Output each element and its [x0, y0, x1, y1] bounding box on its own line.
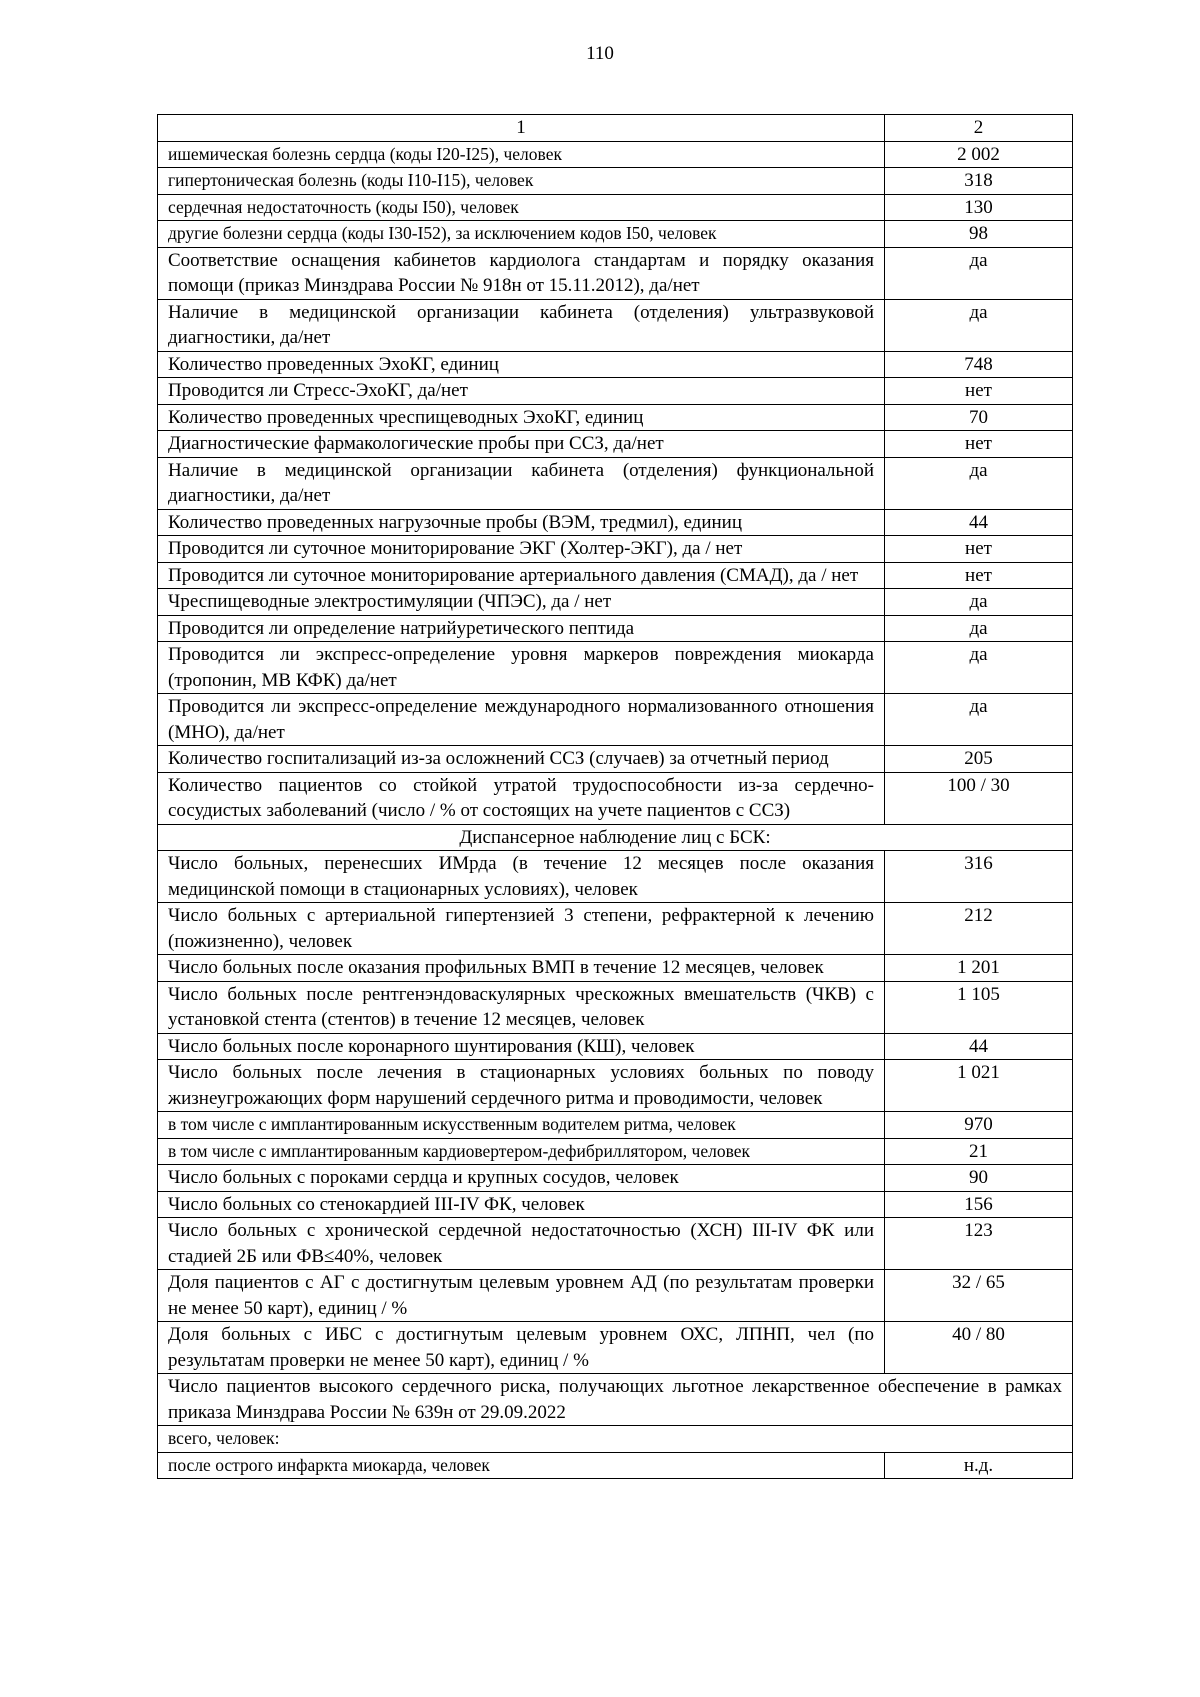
row-label: Число больных после рентгенэндоваскулярных чрескожных вмешательств (ЧКВ) с установкой стента (стентов) в течение 12 месяцев, человек: [158, 981, 885, 1033]
table-row: [158, 772, 1073, 824]
table-row: [158, 168, 1073, 195]
header-col-1: 1: [158, 115, 885, 142]
row-label: Количество пациентов со стойкой утратой трудоспособности из-за сердечно-сосудистых заболеваний (число / % от состоящих на учете пациентов с ССЗ): [158, 772, 885, 824]
row-value: н.д.: [885, 1452, 1073, 1479]
row-label: Проводится ли экспресс-определение уровня маркеров повреждения миокарда (тропонин, МВ КФК) да/нет: [158, 642, 885, 694]
row-value: 130: [885, 194, 1073, 221]
table-row: [158, 536, 1073, 563]
table-row: [158, 1165, 1073, 1192]
row-value: нет: [885, 378, 1073, 405]
table-row: [158, 1138, 1073, 1165]
table-row: [158, 221, 1073, 248]
table-row: [158, 746, 1073, 773]
total-row-text: всего, человек:: [158, 1426, 1073, 1453]
span-row-text: Число пациентов высокого сердечного риска, получающих льготное лекарственное обеспечение в рамках приказа Минздрава России № 639н от 29.09.2022: [158, 1374, 1073, 1426]
row-label: Количество проведенных ЭхоКГ, единиц: [158, 351, 885, 378]
table-row: [158, 457, 1073, 509]
row-value: 123: [885, 1218, 1073, 1270]
table-row: [158, 1033, 1073, 1060]
row-label: Проводится ли определение натрийуретического пептида: [158, 615, 885, 642]
row-value: 70: [885, 404, 1073, 431]
row-value: да: [885, 694, 1073, 746]
row-value: 40 / 80: [885, 1322, 1073, 1374]
header-col-2: 2: [885, 115, 1073, 142]
table-row: [158, 431, 1073, 458]
row-label: Число больных с артериальной гипертензией 3 степени, рефрактерной к лечению (пожизненно), человек: [158, 903, 885, 955]
row-value: 318: [885, 168, 1073, 195]
row-label: Число больных с хронической сердечной недостаточностью (ХСН) III-IV ФК или стадией 2Б или ФВ≤40%, человек: [158, 1218, 885, 1270]
table-row: [158, 981, 1073, 1033]
row-value: 748: [885, 351, 1073, 378]
row-label: Доля больных с ИБС с достигнутым целевым уровнем ОХС, ЛПНП, чел (по результатам проверки не менее 50 карт), единиц / %: [158, 1322, 885, 1374]
row-label: Число больных после коронарного шунтирования (КШ), человек: [158, 1033, 885, 1060]
row-label: другие болезни сердца (коды I30-I52), за исключением кодов I50, человек: [158, 221, 885, 248]
section-row: [158, 824, 1073, 851]
row-value: нет: [885, 536, 1073, 563]
table-row: [158, 299, 1073, 351]
row-value: 98: [885, 221, 1073, 248]
table-row: [158, 1218, 1073, 1270]
row-label: ишемическая болезнь сердца (коды I20-I25), человек: [158, 141, 885, 168]
row-label: Проводится ли экспресс-определение международного нормализованного отношения (МНО), да/нет: [158, 694, 885, 746]
table-row: [158, 589, 1073, 616]
row-value: да: [885, 299, 1073, 351]
row-value: 316: [885, 851, 1073, 903]
row-label: Наличие в медицинской организации кабинета (отделения) функциональной диагностики, да/нет: [158, 457, 885, 509]
table-row: [158, 509, 1073, 536]
row-label: Проводится ли суточное мониторирование ЭКГ (Холтер-ЭКГ), да / нет: [158, 536, 885, 563]
row-value: 32 / 65: [885, 1270, 1073, 1322]
table-row: [158, 404, 1073, 431]
row-label: Чреспищеводные электростимуляции (ЧПЭС), да / нет: [158, 589, 885, 616]
table-row: [158, 141, 1073, 168]
table-row: [158, 1452, 1073, 1479]
row-label: Количество госпитализаций из-за осложнений ССЗ (случаев) за отчетный период: [158, 746, 885, 773]
row-label: Доля пациентов с АГ с достигнутым целевым уровнем АД (по результатам проверки не менее 50 карт), единиц / %: [158, 1270, 885, 1322]
row-label: Соответствие оснащения кабинетов кардиолога стандартам и порядку оказания помощи (приказ Минздрава России № 918н от 15.11.2012), да/нет: [158, 247, 885, 299]
row-label: Число больных, перенесших ИМрда (в течение 12 месяцев после оказания медицинской помощи в стационарных условиях), человек: [158, 851, 885, 903]
table-row: [158, 1191, 1073, 1218]
row-label: Проводится ли суточное мониторирование артериального давления (СМАД), да / нет: [158, 562, 885, 589]
table-row: [158, 1270, 1073, 1322]
table-row: [158, 378, 1073, 405]
table-row: [158, 1112, 1073, 1139]
row-value: да: [885, 589, 1073, 616]
row-value: 156: [885, 1191, 1073, 1218]
row-label: гипертоническая болезнь (коды I10-I15), человек: [158, 168, 885, 195]
row-label: Количество проведенных нагрузочные пробы (ВЭМ, тредмил), единиц: [158, 509, 885, 536]
row-value: 1 021: [885, 1060, 1073, 1112]
row-label: Число больных со стенокардией III-IV ФК, человек: [158, 1191, 885, 1218]
row-label: в том числе с имплантированным искусственным водителем ритма, человек: [158, 1112, 885, 1139]
row-value: 970: [885, 1112, 1073, 1139]
table-header-row: [158, 115, 1073, 142]
table-row: [158, 1060, 1073, 1112]
total-row: [158, 1426, 1073, 1453]
table-row: [158, 903, 1073, 955]
row-value: 1 201: [885, 955, 1073, 982]
table-row: [158, 955, 1073, 982]
row-value: 1 105: [885, 981, 1073, 1033]
row-label: Число больных после оказания профильных ВМП в течение 12 месяцев, человек: [158, 955, 885, 982]
row-value: 100 / 30: [885, 772, 1073, 824]
row-label: в том числе с имплантированным кардиовертером-дефибриллятором, человек: [158, 1138, 885, 1165]
table-row: [158, 562, 1073, 589]
row-label: Проводится ли Стресс-ЭхоКГ, да/нет: [158, 378, 885, 405]
row-value: 205: [885, 746, 1073, 773]
row-label: Наличие в медицинской организации кабинета (отделения) ультразвуковой диагностики, да/нет: [158, 299, 885, 351]
row-value: 90: [885, 1165, 1073, 1192]
table-row: [158, 615, 1073, 642]
row-label: сердечная недостаточность (коды I50), человек: [158, 194, 885, 221]
section-title: Диспансерное наблюдение лиц с БСК:: [158, 824, 1073, 851]
table-row: [158, 694, 1073, 746]
row-value: да: [885, 247, 1073, 299]
row-label: после острого инфаркта миокарда, человек: [158, 1452, 885, 1479]
span-row: [158, 1374, 1073, 1426]
row-value: нет: [885, 562, 1073, 589]
table-row: [158, 247, 1073, 299]
table-row: [158, 642, 1073, 694]
table-row: [158, 351, 1073, 378]
row-value: 44: [885, 1033, 1073, 1060]
table-row: [158, 1322, 1073, 1374]
row-value: да: [885, 457, 1073, 509]
data-table: [157, 114, 1073, 1479]
row-label: Количество проведенных чреспищеводных ЭхоКГ, единиц: [158, 404, 885, 431]
table-row: [158, 851, 1073, 903]
row-value: 21: [885, 1138, 1073, 1165]
row-label: Число больных с пороками сердца и крупных сосудов, человек: [158, 1165, 885, 1192]
row-value: нет: [885, 431, 1073, 458]
row-label: Диагностические фармакологические пробы при ССЗ, да/нет: [158, 431, 885, 458]
row-label: Число больных после лечения в стационарных условиях больных по поводу жизнеугрожающих форм нарушений сердечного ритма и проводимости, человек: [158, 1060, 885, 1112]
table-row: [158, 194, 1073, 221]
row-value: 44: [885, 509, 1073, 536]
page-number: 110: [586, 43, 614, 64]
row-value: да: [885, 615, 1073, 642]
row-value: да: [885, 642, 1073, 694]
row-value: 212: [885, 903, 1073, 955]
row-value: 2 002: [885, 141, 1073, 168]
